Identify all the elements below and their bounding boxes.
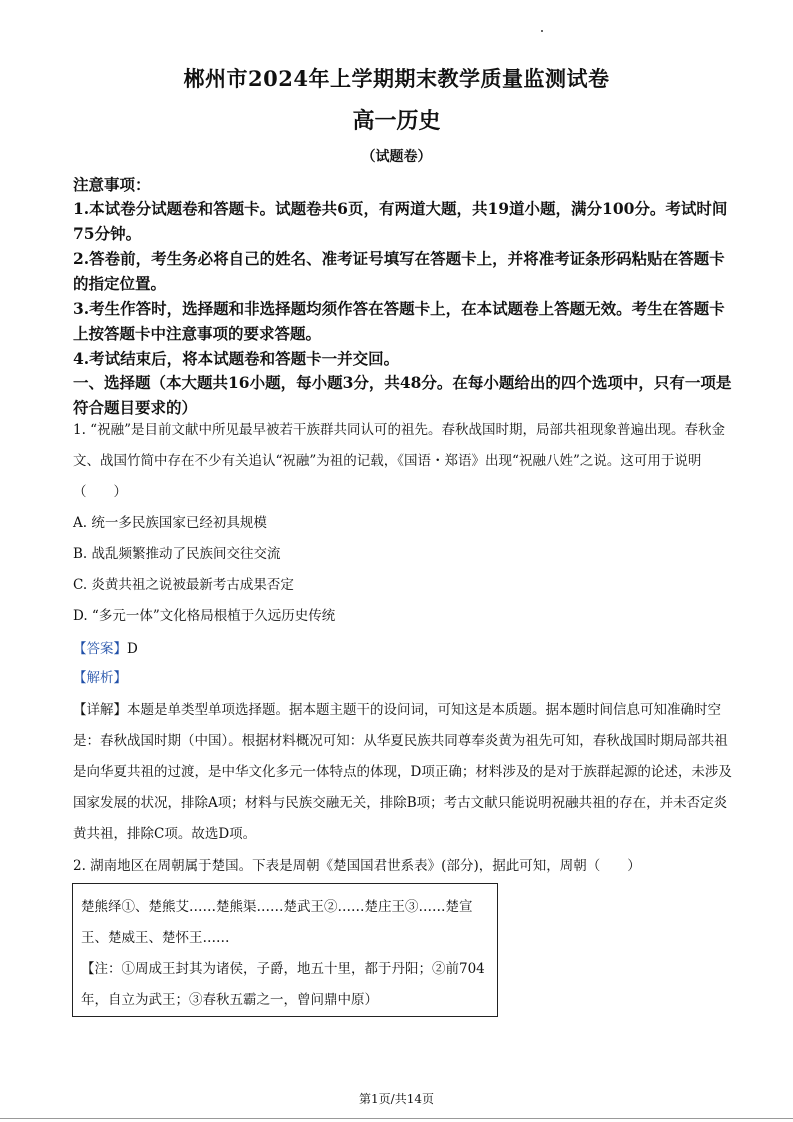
q1-answer: [73, 634, 733, 665]
q2-table-text: 楚熊绎①、楚熊艾……楚熊渠……楚武王②……楚庄王③……楚宣王、楚威王、楚怀王……: [81, 899, 473, 946]
subject-title: 高一历史: [352, 108, 441, 134]
q1-stem: 1. “祝融”是目前文献中所见最早被若干族群共同认可的祖先。春秋战国时期，局部共祖现象普遍出现。春秋金文、战国竹简中存在不少有关追认“祝融”为祖的记载，《国语・郑语》出现“祝融八姓”之说。这可用于说明（ ）: [73, 422, 725, 500]
page-number: 第1页/共14页: [359, 1092, 434, 1106]
paper-type: （试题卷）: [361, 149, 432, 165]
notice-item-4: 4.考试结束后，将本试题卷和答题卡一并交回。: [73, 349, 400, 368]
exam-title: 郴州市2024年上学期期末教学质量监测试卷: [183, 66, 610, 91]
bottom-rule: [0, 1118, 793, 1119]
q1-option-c: C. 炎黄共祖之说被最新考古成果否定: [73, 577, 294, 593]
q2-stem: 2. 湖南地区在周朝属于楚国。下表是周朝《楚国国君世系表》(部分)，据此可知，周朝（ ）: [73, 858, 641, 874]
section-heading: 一、选择题（本大题共16小题，每小题3分，共48分。在每小题给出的四个选项中，只有一项是符合题目要求的）: [73, 373, 732, 417]
q1-option-d: D. “多元一体”文化格局根植于久远历史传统: [73, 608, 336, 624]
q1-option-b: B. 战乱频繁推动了民族间交往交流: [73, 546, 281, 562]
notice-item-3: 3.考生作答时，选择题和非选择题均须作答在答题卡上，在本试题卷上答题无效。考生在答题卡上按答题卡中注意事项的要求答题。: [73, 299, 725, 343]
notice-item-1: 1.本试卷分试题卷和答题卡。试题卷共6页，有两道大题，共19道小题，满分100分。考试时间75分钟。: [73, 199, 728, 243]
scan-dot: [541, 30, 543, 32]
notice-heading: 注意事项：: [73, 175, 151, 194]
q1-option-a: A. 统一多民族国家已经初具规模: [73, 515, 267, 531]
answer-value: D: [127, 641, 138, 657]
q2-table-note: 【注：①周成王封其为诸侯，子爵，地五十里，都于丹阳；②前704年，自立为武王；③春秋五霸之一，曾问鼎中原）: [81, 961, 485, 1008]
q2-table: [72, 883, 498, 1017]
notice-item-2: 2.答卷前，考生务必将自己的姓名、准考证号填写在答题卡上，并将准考证条形码粘贴在答题卡的指定位置。: [73, 249, 725, 293]
answer-label: 【答案】: [73, 641, 127, 657]
q1-detail: 【详解】本题是单类型单项选择题。据本题主题干的设问词，可知这是本质题。据本题时间信息可知准确时空是：春秋战国时期（中国）。根据材料概况可知：从华夏民族共同尊奉炎黄为祖先可知，春秋战国时期局部共祖是向华夏共祖的过渡，是中华文化多元一体特点的体现，D项正确；材料涉及的是对于族群起源的论述，未涉及国家发展的状况，排除A项；材料与民族交融无关，排除B项；考古文献只能说明祝融共祖的存在，并未否定炎黄共祖，排除C项。故选D项。: [73, 702, 732, 842]
q1-analysis-label: 【解析】: [73, 670, 127, 686]
